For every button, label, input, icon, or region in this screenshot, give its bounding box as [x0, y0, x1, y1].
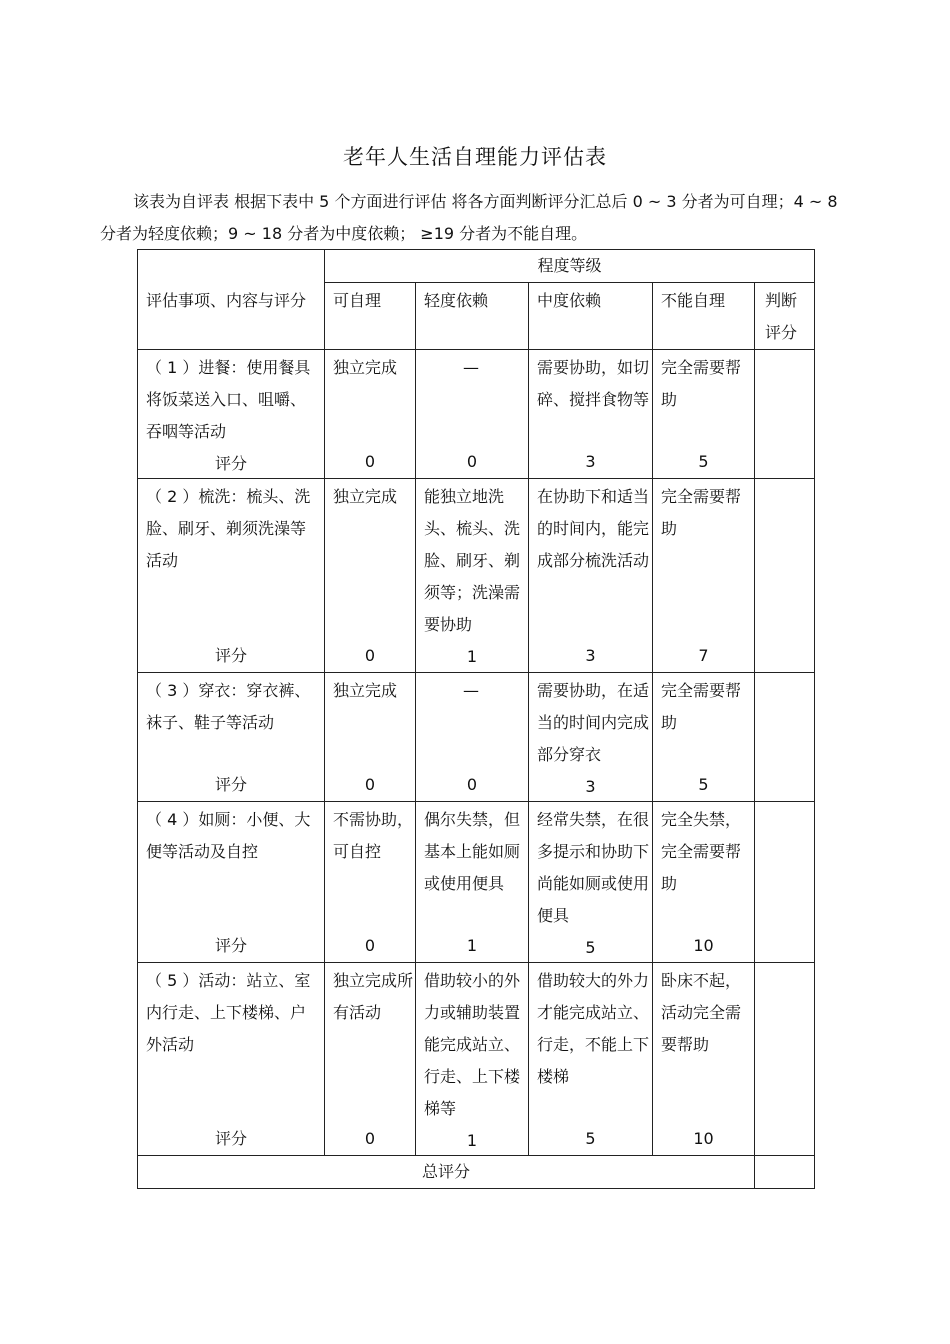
level-cell: 借助较大的外力才能完成站立、行走，不能上下楼梯 5 — [529, 963, 653, 1156]
level-cell: 独立完成所有活动 0 — [325, 963, 416, 1156]
item-cell: （ 2 ）梳洗：梳头、洗脸、刷牙、剃须洗澡等活动 评分 — [138, 479, 325, 673]
level-cell: 独立完成 0 — [325, 350, 416, 479]
degree-header: 程度等级 — [325, 250, 815, 283]
score-value: 0 — [364, 646, 376, 665]
total-score-cell[interactable] — [755, 1156, 815, 1189]
score-label: 评分 — [214, 646, 247, 665]
total-score-label: 总评分 — [138, 1156, 755, 1189]
level-cell: 独立完成 0 — [325, 479, 416, 673]
table-row — [138, 479, 815, 673]
judge-score-cell[interactable] — [755, 673, 815, 802]
score-value: 5 — [698, 775, 709, 794]
table-row — [138, 802, 815, 963]
total-row — [138, 1156, 815, 1189]
score-value: 5 — [698, 452, 709, 471]
score-value: 1 — [466, 936, 478, 955]
score-value: 5 — [585, 938, 596, 957]
level-cell: 独立完成 0 — [325, 673, 416, 802]
level-cell: 需要协助，在适当的时间内完成部分穿衣 3 — [529, 673, 653, 802]
assessment-table — [137, 249, 815, 1189]
level-header-mild: 轻度依赖 — [416, 283, 529, 350]
score-value: 0 — [466, 775, 478, 794]
score-value: 3 — [585, 777, 596, 796]
table-row — [138, 673, 815, 802]
item-cell: （ 1 ）进餐：使用餐具将饭菜送入口、咀嚼、吞咽等活动 评分 — [138, 350, 325, 479]
judge-score-header: 判断评分 — [755, 283, 815, 350]
table-row — [138, 963, 815, 1156]
item-column-header: 评估事项、内容与评分 — [138, 250, 325, 350]
level-header-unable: 不能自理 — [653, 283, 755, 350]
page-title: 老年人生活自理能力评估表 — [343, 145, 607, 169]
level-cell: 经常失禁，在很多提示和协助下尚能如厕或使用便具 5 — [529, 802, 653, 963]
score-label: 评分 — [214, 454, 247, 473]
judge-score-cell[interactable] — [755, 963, 815, 1156]
score-value: 3 — [585, 452, 596, 471]
score-value: 7 — [698, 646, 709, 665]
score-value: 0 — [466, 452, 478, 471]
judge-score-cell[interactable] — [755, 350, 815, 479]
score-label: 评分 — [214, 936, 247, 955]
score-value: 10 — [693, 936, 714, 955]
score-label: 评分 — [214, 775, 247, 794]
level-cell: 完全需要帮助 7 — [653, 479, 755, 673]
level-header-self-care: 可自理 — [325, 283, 416, 350]
level-cell: 完全需要帮助 5 — [653, 350, 755, 479]
level-cell: 需要协助，如切碎、搅拌食物等 3 — [529, 350, 653, 479]
item-cell: （ 4 ）如厕：小便、大便等活动及自控 评分 — [138, 802, 325, 963]
level-header-moderate: 中度依赖 — [529, 283, 653, 350]
level-cell: 能独立地洗头、梳头、洗脸、刷牙、剃须等；洗澡需要协助 1 — [416, 479, 529, 673]
score-value: 1 — [466, 647, 478, 666]
score-value: 0 — [364, 775, 376, 794]
score-value: 1 — [466, 1131, 478, 1150]
level-cell: 偶尔失禁，但基本上能如厕或使用便具 1 — [416, 802, 529, 963]
level-cell: — 0 — [416, 350, 529, 479]
score-value: 10 — [693, 1129, 714, 1148]
level-cell: 完全失禁，完全需要帮助 10 — [653, 802, 755, 963]
intro-paragraph: 该表为自评表 根据下表中 5 个方面进行评估 将各方面判断评分汇总后 0 ~ 3 分者为可自理；4 ~ 8 分者为轻度依赖；9 ~ 18 分者为中度依赖； ≥19 分者为不能自理。 — [100, 192, 838, 243]
level-cell: 在协助下和适当的时间内，能完成部分梳洗活动 3 — [529, 479, 653, 673]
item-cell: （ 3 ）穿衣：穿衣裤、袜子、鞋子等活动 评分 — [138, 673, 325, 802]
table-row — [138, 350, 815, 479]
level-cell: 卧床不起，活动完全需要帮助 10 — [653, 963, 755, 1156]
judge-score-cell[interactable] — [755, 479, 815, 673]
level-cell: 借助较小的外力或辅助装置能完成站立、行走、上下楼梯等 1 — [416, 963, 529, 1156]
level-cell: 不需协助，可自控 0 — [325, 802, 416, 963]
score-value: 0 — [364, 936, 376, 955]
level-cell: — 0 — [416, 673, 529, 802]
level-cell: 完全需要帮助 5 — [653, 673, 755, 802]
score-label: 评分 — [214, 1129, 247, 1148]
score-value: 5 — [585, 1129, 596, 1148]
item-cell: （ 5 ）活动：站立、室内行走、上下楼梯、户外活动 评分 — [138, 963, 325, 1156]
score-value: 3 — [585, 646, 596, 665]
judge-score-cell[interactable] — [755, 802, 815, 963]
score-value: 0 — [364, 452, 376, 471]
score-value: 0 — [364, 1129, 376, 1148]
